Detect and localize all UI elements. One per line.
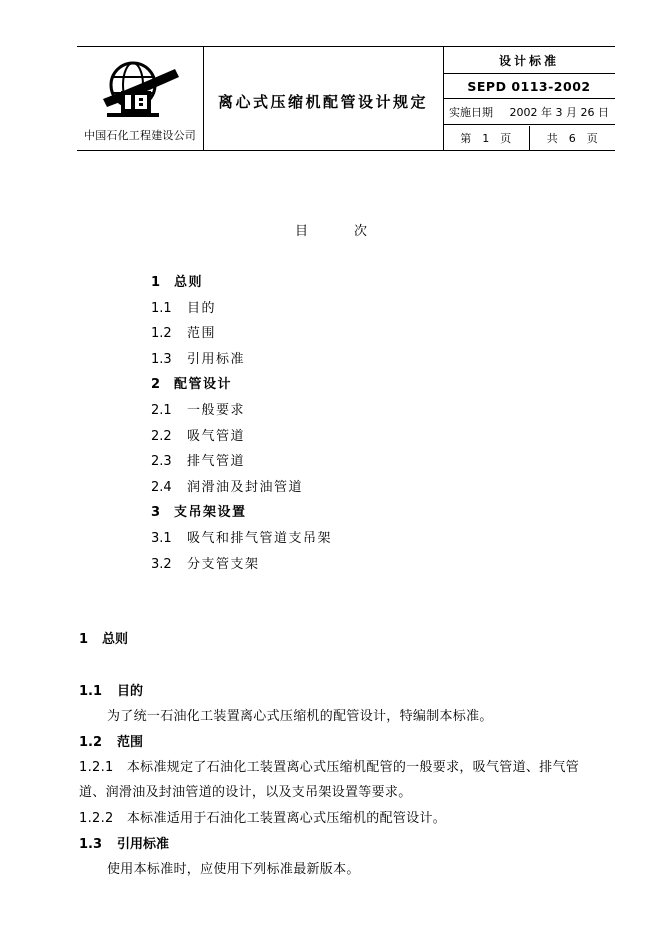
standard-code: SEPD 0113-2002 — [443, 74, 615, 99]
toc-item — [151, 424, 332, 450]
section-heading-1-1 — [79, 680, 614, 699]
effective-date-value: 2002 年 3 月 26 日 — [509, 105, 609, 119]
toc-item — [151, 552, 332, 578]
toc-item — [151, 372, 332, 398]
paragraph-1-1: 为了统一石油化工装置离心式压缩机的配管设计，特编制本标准。 — [107, 709, 493, 724]
toc-item-text: 引用标准 — [187, 351, 246, 367]
toc-item — [151, 347, 332, 373]
toc-item-text: 吸气和排气管道支吊架 — [187, 530, 333, 546]
toc-item-text: 排气管道 — [187, 454, 246, 470]
info-cell — [443, 47, 615, 150]
section-title: 范围 — [117, 735, 144, 750]
toc-item — [151, 449, 332, 475]
section-number: 1.1 — [79, 684, 103, 699]
toc-heading — [0, 220, 662, 239]
toc-item-text: 范围 — [187, 326, 217, 342]
paragraph-1-3: 使用本标准时，应使用下列标准最新版本。 — [107, 862, 360, 877]
section-number: 1.3 — [79, 837, 103, 852]
effective-date-row — [443, 99, 615, 125]
logo-cell — [77, 47, 204, 150]
section-number: 1 — [79, 632, 89, 647]
section-number: 1.2 — [79, 735, 103, 750]
section-title: 目的 — [117, 684, 144, 699]
toc-item-number: 3.2 — [151, 556, 172, 572]
toc-item-number: 1.1 — [151, 300, 172, 316]
title-cell — [203, 47, 444, 150]
toc-item-text: 配管设计 — [174, 377, 233, 393]
section-heading-1-3 — [79, 833, 614, 852]
paragraph-1-2-2: 1.2.2 本标准适用于石油化工装置离心式压缩机的配管设计。 — [79, 811, 447, 826]
page-info-row — [443, 126, 615, 150]
company-name: 中国石化工程建设公司 — [84, 129, 196, 142]
toc-item-number: 2.1 — [151, 402, 172, 418]
toc-item — [151, 398, 332, 424]
toc-item-number: 2 — [151, 377, 161, 393]
toc-item-text: 润滑油及封油管道 — [187, 479, 304, 495]
toc-item — [151, 500, 332, 526]
document-header — [77, 46, 615, 151]
toc-heading-left: 目 — [294, 224, 308, 239]
toc-item-number: 1.2 — [151, 326, 172, 342]
toc-item-text: 目的 — [187, 300, 217, 316]
toc-item-number: 3.1 — [151, 530, 172, 546]
effective-date-label: 实施日期 — [449, 105, 493, 119]
sei-globe-logo-icon — [99, 55, 181, 123]
toc-item-text: 总则 — [174, 275, 204, 290]
document-title: 离心式压缩机配管设计规定 — [217, 93, 428, 111]
toc-item-number: 2.4 — [151, 479, 172, 495]
toc-heading-right: 次 — [354, 224, 368, 239]
table-of-contents — [151, 270, 332, 577]
toc-item — [151, 475, 332, 501]
toc-item-text: 分支管支架 — [187, 556, 260, 572]
section-heading-1-2 — [79, 731, 614, 750]
toc-item — [151, 296, 332, 322]
toc-item-number: 2.3 — [151, 454, 172, 470]
section-heading-1 — [79, 628, 614, 647]
toc-item — [151, 321, 332, 347]
toc-item-number: 1 — [151, 275, 161, 290]
section-title: 引用标准 — [117, 837, 170, 852]
paragraph-1-2-1-line-1: 1.2.1 本标准规定了石油化工装置离心式压缩机配管的一般要求，吸气管道、排气管 — [79, 760, 580, 775]
toc-item-number: 2.2 — [151, 428, 172, 444]
toc-item — [151, 526, 332, 552]
toc-item-text: 一般要求 — [187, 402, 246, 418]
toc-item-text: 支吊架设置 — [174, 505, 247, 521]
toc-item-text: 吸气管道 — [187, 428, 246, 444]
page-current: 第 1 页 — [460, 132, 512, 145]
toc-item — [151, 270, 332, 296]
page-total: 共 6 页 — [529, 126, 616, 150]
section-title: 总则 — [102, 632, 129, 647]
paragraph-1-2-1-line-2: 道、润滑油及封油管道的设计，以及支吊架设置等要求。 — [79, 785, 412, 800]
toc-item-number: 1.3 — [151, 351, 172, 367]
standard-category: 设计标准 — [443, 47, 615, 74]
toc-item-number: 3 — [151, 505, 161, 521]
